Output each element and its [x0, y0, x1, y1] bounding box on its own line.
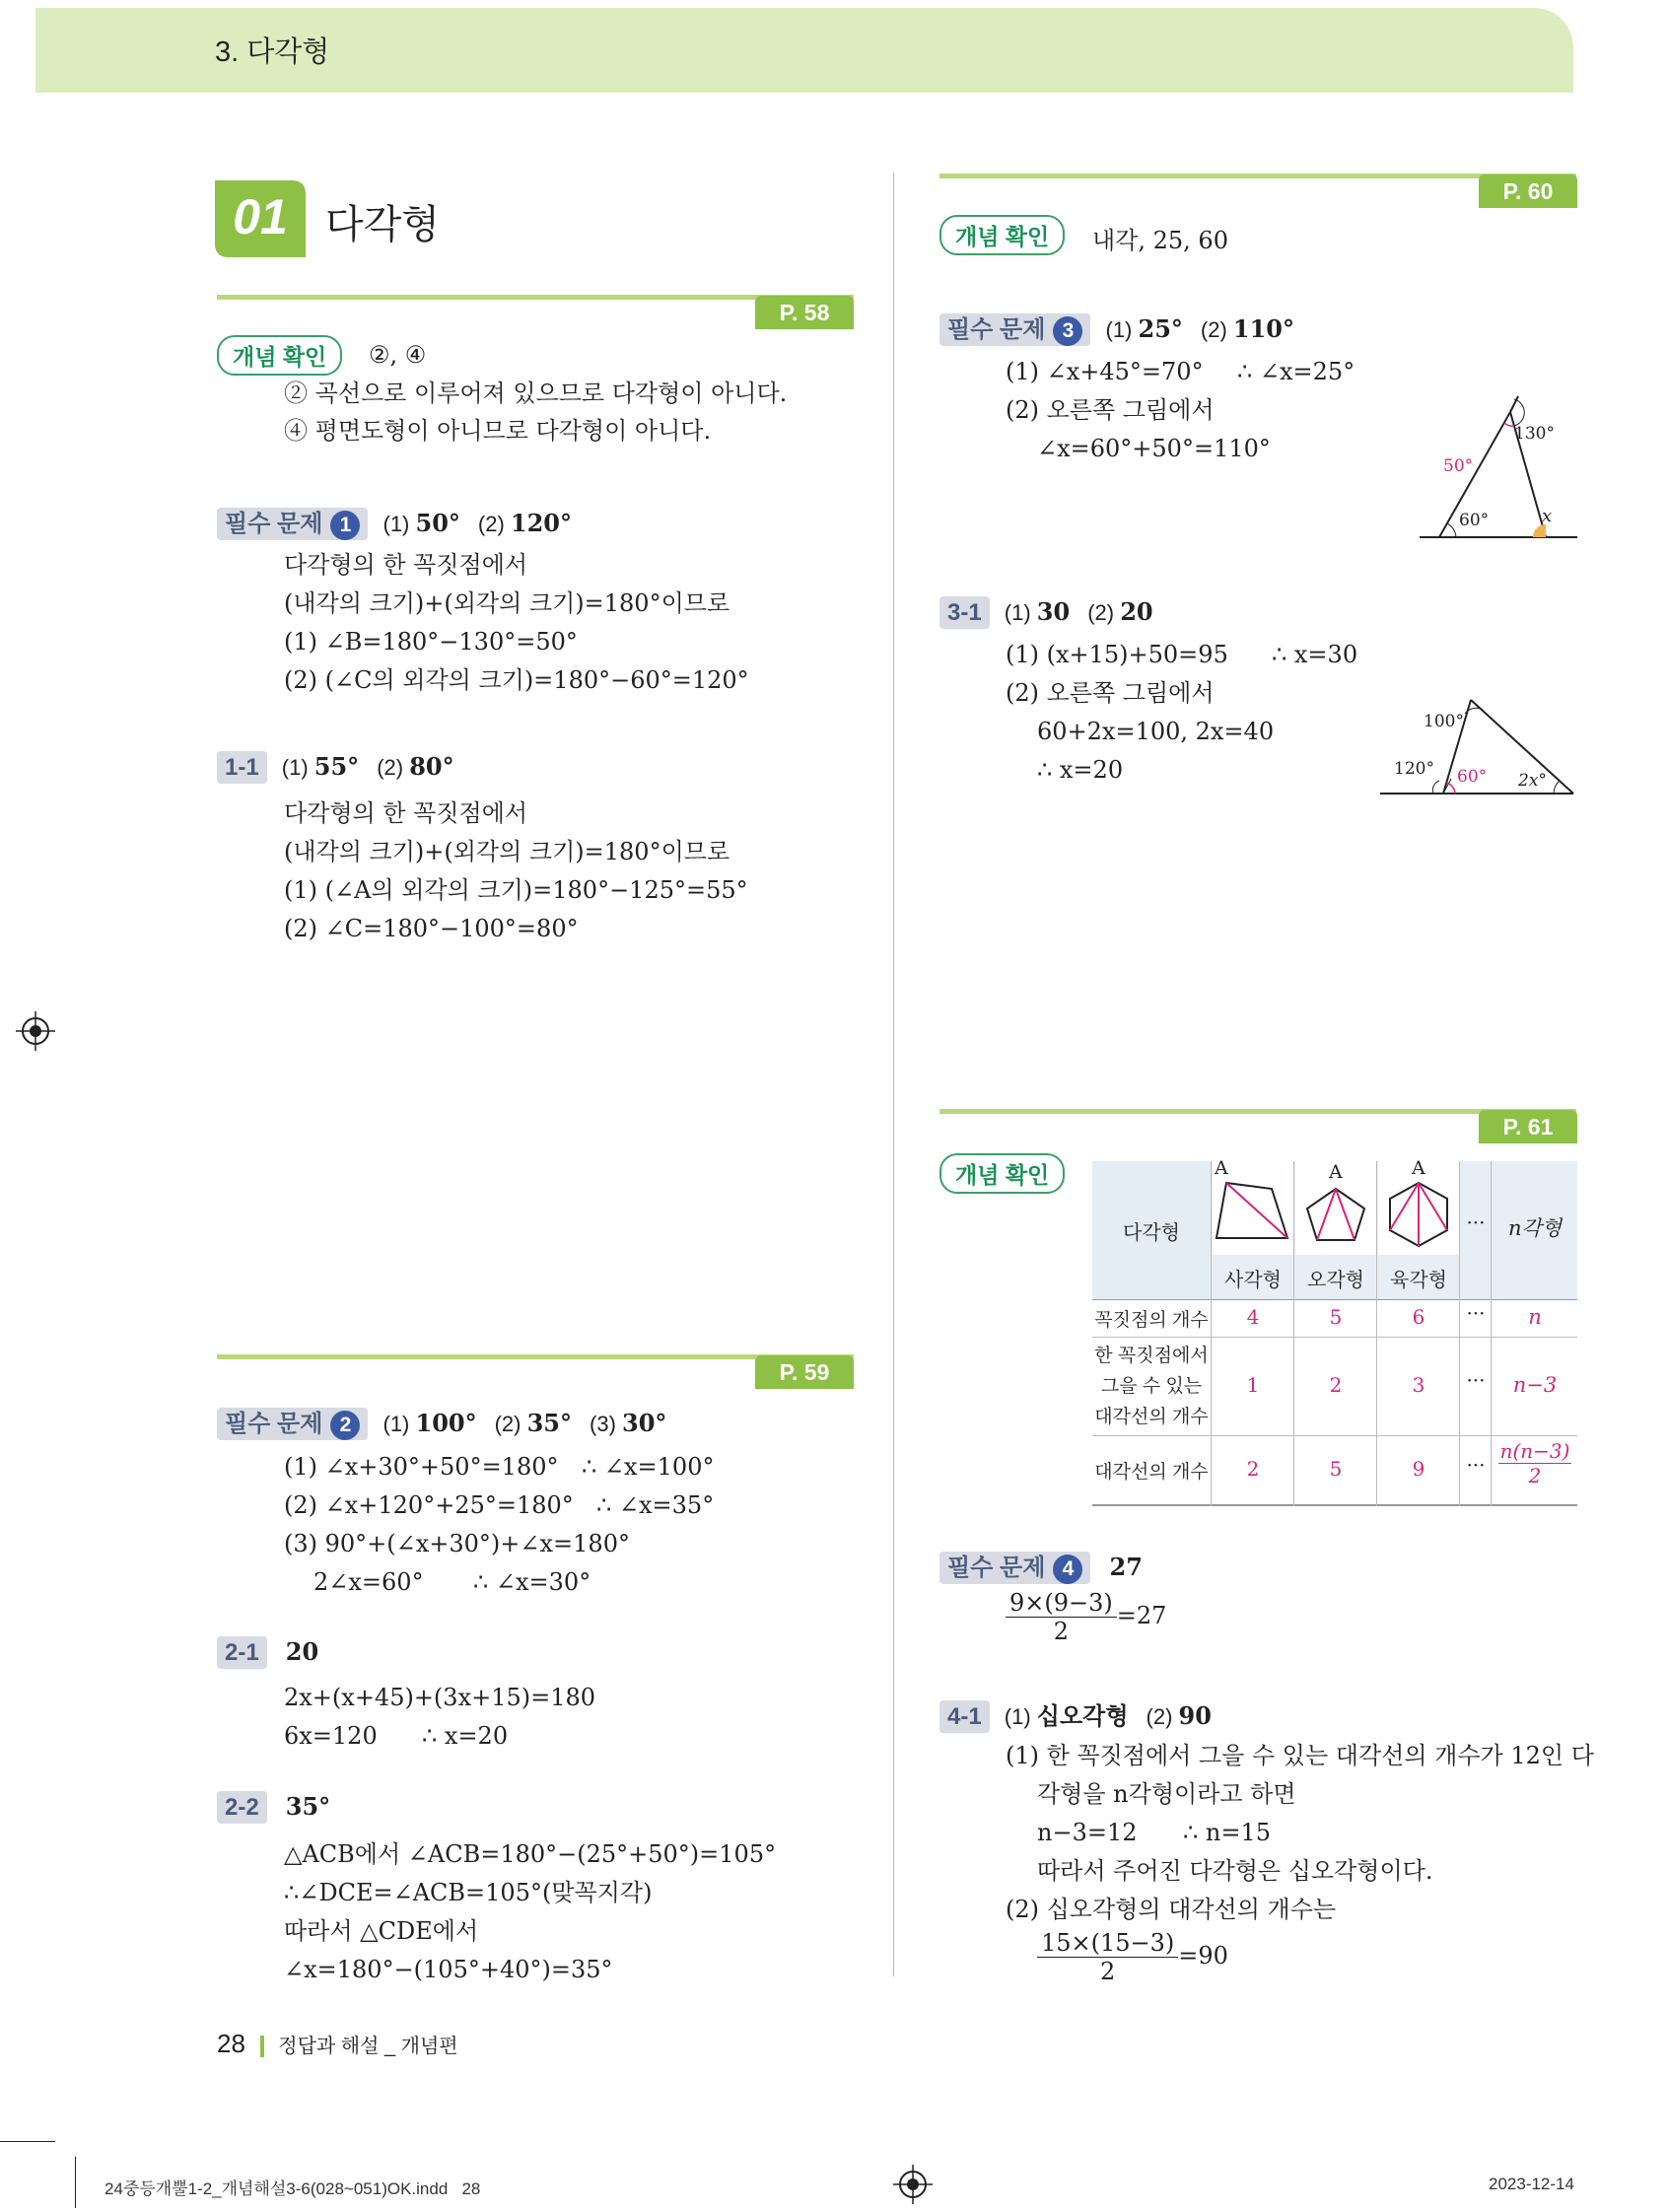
solution-line: (2) (∠C의 외각의 크기)=180°−60°=120° [284, 666, 749, 694]
problem-4-header: 필수 문제 4 27 [939, 1548, 1143, 1584]
solution-line: (내각의 크기)+(외각의 크기)=180°이므로 [284, 838, 730, 865]
solution-line: (1) 한 꼭짓점에서 그을 수 있는 대각선의 개수가 12인 다 [1006, 1742, 1594, 1769]
solution-line: n−3=12 [1037, 1819, 1138, 1846]
concept-answer: ②, ④ [369, 341, 427, 369]
table-rule [1491, 1161, 1492, 1506]
hexagon-cell [1378, 1157, 1459, 1255]
solution-line: ∠x=180°−(105°+40°)=35° [284, 1956, 613, 1983]
ngon-label: n각형 [1507, 1216, 1563, 1240]
table-rule [1092, 1504, 1577, 1506]
table-rule [1459, 1161, 1460, 1506]
problem-2-header: 필수 문제 2 (1) 100° (2) 35° (3) 30° [217, 1404, 666, 1440]
page-ref-58: P. 58 [755, 296, 854, 329]
solution-line: ∴ ∠x=100° [582, 1453, 715, 1481]
concept-line: ② 곡선으로 이루어져 있으므로 다각형이 아니다. [284, 380, 788, 407]
problem-1-1-header: 1-1 (1) 55° (2) 80° [217, 752, 454, 782]
quadrilateral-cell [1213, 1157, 1293, 1255]
ellipsis: ··· [1466, 1301, 1486, 1325]
page-number: 28 [217, 2029, 245, 2058]
table-cell: n [1528, 1305, 1542, 1329]
figure-label: 60° [1457, 767, 1488, 787]
row-label: 대각선의 개수 [1094, 1462, 1209, 1483]
chapter-title: 3. 다각형 [215, 36, 330, 68]
section-number-badge [215, 180, 306, 257]
registration-mark-icon [16, 1011, 55, 1055]
table-rule [1092, 1435, 1577, 1436]
solution-line: 각형을 n각형이라고 하면 [1037, 1780, 1296, 1808]
solution-line: 따라서 주어진 다각형은 십오각형이다. [1037, 1857, 1433, 1885]
solution-line: ∴ x=20 [1037, 756, 1124, 784]
concept-check-label: 개념 확인 [939, 1153, 1065, 1194]
column-divider [893, 173, 894, 1976]
solution-line: 6x=120 [284, 1722, 378, 1750]
solution-line: ∴ x=30 [1272, 641, 1358, 668]
triangle-figure-3-1 [1380, 690, 1577, 798]
figure-label: 50° [1443, 456, 1474, 476]
concept-line: ④ 평면도형이 아니므로 다각형이 아니다. [284, 417, 712, 445]
problem-label: 2-2 [217, 1791, 267, 1824]
triangle-figure-3 [1420, 394, 1577, 542]
page-ref-60: P. 60 [1479, 174, 1577, 208]
page-ref-59: P. 59 [755, 1355, 854, 1389]
table-cell: 5 [1329, 1457, 1343, 1481]
table-cell: 3 [1412, 1373, 1425, 1397]
solution-line: (1) ∠x+45°=70° [1006, 358, 1204, 385]
table-cell: 2 [1329, 1373, 1343, 1397]
solution-line: ∴∠DCE=∠ACB=105°(맞꼭지각) [284, 1879, 653, 1906]
figure-label: 60° [1459, 511, 1490, 530]
solution-line: (1) ∠x+30°+50°=180° [284, 1453, 559, 1481]
problem-label: 3-1 [939, 596, 990, 629]
pentagon-cell [1295, 1161, 1376, 1255]
figure-label: 100° [1424, 712, 1464, 731]
section-title: 다각형 [325, 203, 440, 246]
table-rule [1092, 1299, 1577, 1300]
solution-line: (1) (∠A의 외각의 크기)=180°−125°=55° [284, 876, 748, 904]
table-cell: 4 [1246, 1305, 1260, 1329]
section-number: 01 [233, 189, 288, 244]
page-ref-61: P. 61 [1479, 1110, 1577, 1143]
problem-label: 필수 문제 2 [217, 1408, 368, 1440]
problem-label: 1-1 [217, 751, 267, 784]
solution-line: ∴ ∠x=30° [473, 1568, 591, 1596]
problem-label: 4-1 [939, 1700, 990, 1733]
figure-label: x [1542, 506, 1553, 526]
solution-line: ∠x=60°+50°=110° [1037, 435, 1271, 462]
table-rule [1092, 1337, 1577, 1338]
table-cell: n−3 [1512, 1373, 1558, 1397]
solution-line: (1) ∠B=180°−130°=50° [284, 628, 578, 656]
footer-title: 정답과 해설 _ 개념편 [278, 2036, 458, 2057]
problem-3-header: 필수 문제 3 (1) 25° (2) 110° [939, 310, 1294, 346]
concept-answer: 내각, 25, 60 [1092, 227, 1228, 254]
solution-line: ∴ ∠x=25° [1237, 358, 1355, 385]
row-label: 그을 수 있는 [1100, 1376, 1203, 1397]
concept-check-label: 개념 확인 [217, 335, 342, 376]
solution-line: 2x+(x+45)+(3x+15)=180 [284, 1684, 596, 1711]
row-label: 한 꼭짓점에서 [1094, 1346, 1209, 1366]
problem-4-1-header: 4-1 (1) 십오각형 (2) 90 [939, 1696, 1212, 1731]
solution-line: (2) 오른쪽 그림에서 [1006, 679, 1215, 707]
crop-mark [75, 2157, 76, 2208]
shape-name: 오각형 [1307, 1270, 1364, 1291]
shape-name: 육각형 [1390, 1270, 1447, 1291]
fraction-expression: $\frac{15\times(15-3)}{2}$ =90 [1037, 1929, 1228, 1985]
print-date: 2023-12-14 [1489, 2175, 1574, 2193]
problem-1-header: 필수 문제 1 (1) 50° (2) 120° [217, 504, 572, 540]
registration-mark-icon [893, 2165, 933, 2208]
vertex-label: A [1412, 1157, 1425, 1179]
solution-line: 60+2x=100, 2x=40 [1037, 718, 1275, 745]
file-name: 24중등개뿔1-2_개념해설3-6(028~051)OK.indd 28 [104, 2179, 481, 2198]
figure-label: 2x° [1518, 771, 1547, 791]
problem-label: 필수 문제 1 [217, 508, 368, 540]
table-rule [1376, 1161, 1377, 1506]
table-rule [1211, 1161, 1212, 1506]
crop-mark [0, 2141, 55, 2142]
row-label: 대각선의 개수 [1094, 1407, 1209, 1427]
concept-check-label: 개념 확인 [939, 215, 1065, 255]
vertex-label: A [1215, 1157, 1228, 1179]
fraction-expression: $\frac{9\times(9-3)}{2}$ =27 [1006, 1589, 1166, 1645]
ellipsis: ··· [1466, 1210, 1486, 1234]
solution-line: (2) 오른쪽 그림에서 [1006, 396, 1215, 424]
table-row-header: 다각형 [1123, 1222, 1180, 1244]
solution-line: 다각형의 한 꼭짓점에서 [284, 799, 528, 827]
table-cell: 9 [1412, 1457, 1425, 1481]
solution-line: 따라서 △CDE에서 [284, 1917, 479, 1945]
problem-3-1-header: 3-1 (1) 30 (2) 20 [939, 597, 1153, 627]
table-cell: 2 [1246, 1457, 1260, 1481]
solution-line: (내각의 크기)+(외각의 크기)=180°이므로 [284, 589, 730, 617]
problem-label: 필수 문제 4 [939, 1552, 1090, 1584]
solution-line: ∴ ∠x=35° [596, 1491, 715, 1519]
solution-line: 다각형의 한 꼭짓점에서 [284, 551, 528, 579]
solution-line: ∴ n=15 [1183, 1819, 1272, 1846]
problem-label: 2-1 [217, 1636, 267, 1669]
figure-label: 120° [1394, 759, 1434, 779]
vertex-label: A [1329, 1161, 1343, 1183]
solution-line: (2) ∠x+120°+25°=180° [284, 1491, 574, 1519]
solution-line: (2) ∠C=180°−100°=80° [284, 915, 579, 942]
problem-2-1-header: 2-1 20 [217, 1637, 318, 1667]
ellipsis: ··· [1466, 1453, 1486, 1477]
solution-line: (3) 90°+(∠x+30°)+∠x=180° [284, 1530, 630, 1557]
solution-line: △ACB에서 ∠ACB=180°−(25°+50°)=105° [284, 1840, 777, 1868]
solution-line: ∴ x=20 [422, 1722, 509, 1750]
ellipsis: ··· [1466, 1368, 1486, 1392]
solution-line: 2∠x=60° [313, 1568, 424, 1596]
table-cell: 6 [1412, 1305, 1425, 1329]
solution-line: (2) 십오각형의 대각선의 개수는 [1006, 1896, 1337, 1923]
row-label: 꼭짓점의 개수 [1094, 1310, 1209, 1331]
problem-2-2-header: 2-2 35° [217, 1792, 330, 1822]
table-cell: 1 [1246, 1373, 1260, 1397]
table-rule [1293, 1161, 1294, 1506]
figure-label: 130° [1514, 424, 1555, 444]
footer-bar [260, 2036, 264, 2057]
problem-label: 필수 문제 3 [939, 313, 1090, 346]
table-cell: 5 [1329, 1305, 1343, 1329]
shape-name: 사각형 [1224, 1270, 1282, 1291]
table-fraction: n(n−3) 2 [1499, 1439, 1570, 1487]
solution-line: (1) (x+15)+50=95 [1006, 641, 1228, 668]
page-footer [217, 2029, 458, 2059]
